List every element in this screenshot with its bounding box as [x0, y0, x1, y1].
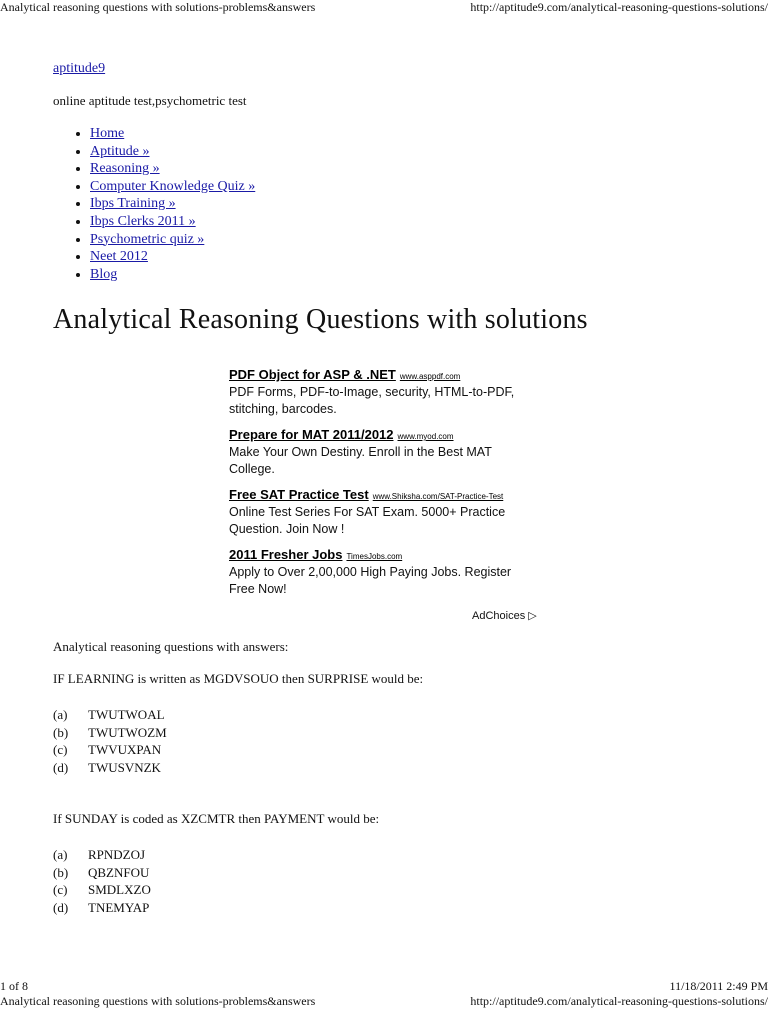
ad-item [229, 546, 539, 597]
footer-url: http://aptitude9.com/analytical-reasoning-questions-solutions/ [470, 994, 768, 1008]
ad-url-link[interactable]: www.Shiksha.com/SAT-Practice-Test [372, 492, 504, 501]
question-2-options [53, 846, 151, 916]
nav-link-blog[interactable]: Blog [90, 266, 118, 282]
option-text: QBZNFOU [88, 864, 150, 880]
nav-item-computer-quiz [90, 178, 255, 196]
question-1-options [53, 706, 167, 776]
option-letter: (b) [53, 864, 69, 880]
ad-description: Apply to Over 2,00,000 High Paying Jobs. Register Free Now! [229, 565, 512, 596]
ad-description: Online Test Series For SAT Exam. 5000+ Practice Question. Join Now ! [229, 505, 506, 536]
nav-item-blog [90, 266, 255, 284]
option [53, 881, 151, 899]
page-title: Analytical Reasoning Questions with solutions [53, 304, 588, 335]
nav-item-ibps-clerks [90, 213, 255, 231]
nav-item-aptitude [90, 143, 255, 161]
header-url: http://aptitude9.com/analytical-reasoning-questions-solutions/ [470, 0, 768, 14]
nav-item-reasoning [90, 160, 255, 178]
option-letter: (a) [53, 847, 68, 862]
option-letter: (c) [53, 882, 68, 898]
ad-title-link[interactable]: Free SAT Practice Test [229, 487, 369, 502]
option [53, 706, 167, 724]
nav-item-psychometric [90, 231, 255, 249]
ad-url-link[interactable]: TimesJobs.com [346, 552, 403, 561]
ad-title-link[interactable]: Prepare for MAT 2011/2012 [229, 427, 394, 442]
option [53, 759, 167, 777]
ad-description: PDF Forms, PDF-to-Image, security, HTML-to-PDF, stitching, barcodes. [229, 385, 515, 416]
option-letter: (a) [53, 707, 68, 722]
nav-link-ibps-training[interactable]: Ibps Training » [90, 196, 176, 212]
nav-link-computer-quiz[interactable]: Computer Knowledge Quiz » [90, 178, 256, 194]
ad-block [229, 366, 539, 606]
option-text: TWUTWOAL [88, 707, 165, 722]
option [53, 864, 151, 882]
intro-text: Analytical reasoning questions with answers: [53, 639, 289, 654]
nav-link-psychometric[interactable]: Psychometric quiz » [90, 231, 205, 247]
nav-link-ibps-clerks[interactable]: Ibps Clerks 2011 » [90, 213, 196, 229]
option-text: TWVUXPAN [88, 742, 162, 758]
nav-link-home[interactable]: Home [90, 126, 125, 141]
ad-item [229, 486, 539, 537]
footer-title: Analytical reasoning questions with solutions-problems&answers [0, 994, 316, 1008]
ad-url-link[interactable]: www.myod.com [397, 432, 454, 441]
nav-menu [73, 125, 255, 283]
option-letter: (d) [53, 899, 69, 915]
site-tagline: online aptitude test,psychometric test [53, 93, 247, 108]
footer-page-count: 1 of 8 [0, 979, 28, 993]
option-text: TWUSVNZK [88, 759, 161, 775]
ad-item [229, 366, 539, 417]
ad-title-link[interactable]: PDF Object for ASP & .NET [229, 367, 396, 382]
option [53, 724, 167, 742]
option [53, 741, 167, 759]
nav-item-home [90, 125, 255, 143]
option-letter: (d) [53, 759, 69, 775]
nav-item-neet [90, 248, 255, 266]
option-text: TWUTWOZM [88, 724, 167, 740]
option-text: TNEMYAP [88, 899, 150, 915]
option [53, 846, 151, 864]
question-2-text: If SUNDAY is coded as XZCMTR then PAYMENT would be: [53, 811, 380, 826]
option [53, 899, 151, 917]
header-title: Analytical reasoning questions with solutions-problems&answers [0, 0, 316, 14]
option-text: RPNDZOJ [88, 847, 146, 862]
option-letter: (c) [53, 742, 68, 758]
nav-link-reasoning[interactable]: Reasoning » [90, 161, 160, 177]
option-text: SMDLXZO [88, 882, 151, 898]
ad-url-link[interactable]: www.asppdf.com [399, 372, 461, 381]
ad-item [229, 426, 539, 477]
site-name-link[interactable]: aptitude9 [53, 61, 106, 76]
nav-item-ibps-training [90, 195, 255, 213]
nav-link-neet[interactable]: Neet 2012 [90, 249, 148, 265]
footer-datetime: 11/18/2011 2:49 PM [669, 979, 768, 993]
option-letter: (b) [53, 724, 69, 740]
nav-link-aptitude[interactable]: Aptitude » [90, 143, 150, 159]
question-1-text: IF LEARNING is written as MGDVSOUO then SURPRISE would be: [53, 671, 424, 686]
adchoices-link[interactable]: AdChoices ▷ [472, 610, 537, 622]
ad-description: Make Your Own Destiny. Enroll in the Best MAT College. [229, 445, 492, 476]
ad-title-link[interactable]: 2011 Fresher Jobs [229, 547, 343, 562]
